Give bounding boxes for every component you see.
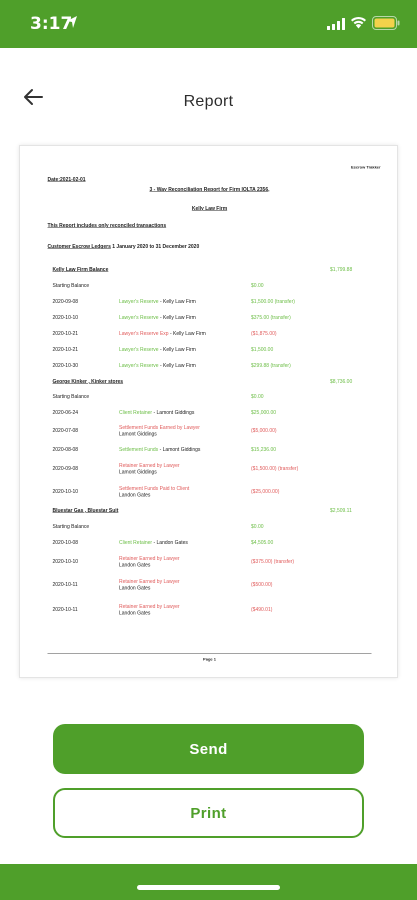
row-type: Retainer Earned by Lawyer — [119, 604, 180, 610]
row-date: Starting Balance — [52, 394, 90, 400]
row-amount: $1,500.00 — [251, 347, 274, 353]
row-amount: $0.00 — [251, 524, 264, 530]
section-title: George Kinker , Kinker stores — [52, 379, 124, 385]
row-amount: ($1,500.00) (transfer) — [251, 466, 299, 472]
row-amount: ($1,875.00) — [251, 331, 277, 337]
row-type: Lawyer's Reserve — [119, 347, 159, 353]
row-description: Lawyer's Reserve - Kelly Law Firm — [119, 315, 196, 321]
send-button[interactable]: Send — [53, 724, 364, 774]
page-number: Page 1 — [203, 657, 216, 662]
row-type: Lawyer's Reserve — [119, 299, 159, 305]
row-date: 2020-07-08 — [52, 428, 79, 434]
row-date: 2020-10-10 — [52, 489, 79, 495]
row-date: Starting Balance — [52, 524, 90, 530]
row-description: Lawyer's Reserve - Kelly Law Firm — [119, 347, 196, 353]
row-date: 2020-06-24 — [52, 410, 79, 416]
wifi-icon — [350, 16, 367, 29]
location-arrow-icon — [66, 15, 78, 29]
row-party: Lamont Giddings — [119, 431, 157, 437]
row-amount: ($5,000.00) — [251, 428, 277, 434]
row-amount: $0.00 — [251, 283, 264, 289]
row-amount: $25,000.00 — [251, 410, 277, 416]
row-date: 2020-10-11 — [52, 607, 78, 613]
report-title: 3 - Way Reconciliation Report for Firm IOLTA 2356, — [149, 187, 270, 193]
row-amount: $375.00 (transfer) — [251, 315, 291, 321]
report-period-label: Customer Escrow Ledgers — [47, 244, 111, 250]
row-date: 2020-10-11 — [52, 582, 78, 588]
row-date: 2020-09-08 — [52, 299, 79, 305]
row-date: 2020-10-10 — [52, 559, 79, 565]
row-date: 2020-08-08 — [52, 447, 79, 453]
row-amount: ($490.01) — [251, 607, 273, 613]
row-party: Kelly Law Firm — [163, 347, 196, 353]
row-date: 2020-10-21 — [52, 347, 79, 353]
section-title: Kelly Law Firm Balance — [52, 267, 109, 273]
row-party: Landon Gates — [156, 540, 188, 546]
row-description: Lawyer's Reserve Exp - Kelly Law Firm — [119, 331, 206, 337]
row-party: Lamont Giddings — [119, 469, 157, 475]
row-date: 2020-10-10 — [52, 315, 79, 321]
status-time: 3:17 — [30, 14, 73, 34]
row-amount: ($375.00) (transfer) — [251, 559, 295, 565]
row-party: Kelly Law Firm — [173, 331, 206, 337]
row-party: Landon Gates — [119, 585, 151, 591]
home-indicator[interactable] — [137, 885, 280, 890]
row-type: Settlement Funds Paid to Client — [119, 486, 190, 492]
row-type: Client Retainer — [119, 410, 153, 416]
row-date: 2020-09-08 — [52, 466, 79, 472]
page-title: Report — [183, 93, 234, 110]
row-amount: ($500.00) — [251, 582, 273, 588]
row-description: Lawyer's Reserve - Kelly Law Firm — [119, 363, 196, 369]
section-total: $8,736.00 — [330, 379, 353, 385]
row-party: Kelly Law Firm — [163, 363, 196, 369]
row-amount: $0.00 — [251, 394, 264, 400]
row-type: Client Retainer — [119, 540, 153, 546]
row-description: Settlement Funds - Lamont Giddings — [119, 447, 201, 453]
row-amount: $1,500.00 (transfer) — [251, 299, 295, 305]
row-type: Retainer Earned by Lawyer — [119, 556, 180, 562]
row-description: Lawyer's Reserve - Kelly Law Firm — [119, 299, 196, 305]
row-amount: $15,236.00 — [251, 447, 277, 453]
section-total: $1,799.88 — [330, 267, 353, 273]
bottom-bar — [0, 864, 417, 900]
row-type: Lawyer's Reserve — [119, 363, 159, 369]
report-date: Date:2021-02-01 — [47, 177, 86, 183]
row-party: Landon Gates — [119, 610, 151, 616]
row-amount: ($25,000.00) — [251, 489, 280, 495]
row-date: 2020-10-21 — [52, 331, 79, 337]
row-amount: $299.88 (transfer) — [251, 363, 291, 369]
footer-rule — [48, 653, 372, 654]
report-page — [20, 146, 398, 678]
status-bar — [0, 0, 417, 48]
row-party: Landon Gates — [119, 492, 151, 498]
row-type: Retainer Earned by Lawyer — [119, 579, 180, 585]
row-date: 2020-10-08 — [52, 540, 79, 546]
row-date: 2020-10-30 — [52, 363, 79, 369]
row-party: Landon Gates — [119, 562, 151, 568]
print-button[interactable]: Print — [53, 788, 364, 838]
row-type: Lawyer's Reserve — [119, 315, 159, 321]
row-type: Retainer Earned by Lawyer — [119, 463, 180, 469]
row-type: Settlement Funds — [119, 447, 159, 453]
row-date: Starting Balance — [52, 283, 90, 289]
row-description: Client Retainer - Landon Gates — [119, 540, 188, 546]
report-note: This Report includes only reconciled transactions — [47, 223, 167, 229]
row-description: Client Retainer - Lamont Giddings — [119, 410, 195, 416]
row-party: Kelly Law Firm — [163, 315, 196, 321]
report-brand: Escrow Trakker — [351, 165, 381, 170]
section-total: $2,509.11 — [330, 508, 352, 514]
row-party: Lamont Giddings — [162, 447, 201, 453]
row-party: Kelly Law Firm — [163, 299, 196, 305]
row-type: Settlement Funds Earned by Lawyer — [119, 425, 200, 431]
report-period — [48, 244, 200, 250]
row-type: Lawyer's Reserve Exp — [119, 331, 169, 337]
report-period-range: 1 January 2020 to 31 December 2020 — [110, 244, 200, 250]
row-amount: $4,505.00 — [251, 540, 274, 546]
section-title: Bluestar Gas , Bluestar Suit — [52, 508, 119, 514]
row-party: Lamont Giddings — [156, 410, 195, 416]
report-preview[interactable] — [19, 145, 398, 678]
cellular-signal-icon — [327, 18, 345, 30]
battery-icon — [372, 16, 400, 30]
report-firm: Kelly Law Firm — [191, 206, 228, 212]
